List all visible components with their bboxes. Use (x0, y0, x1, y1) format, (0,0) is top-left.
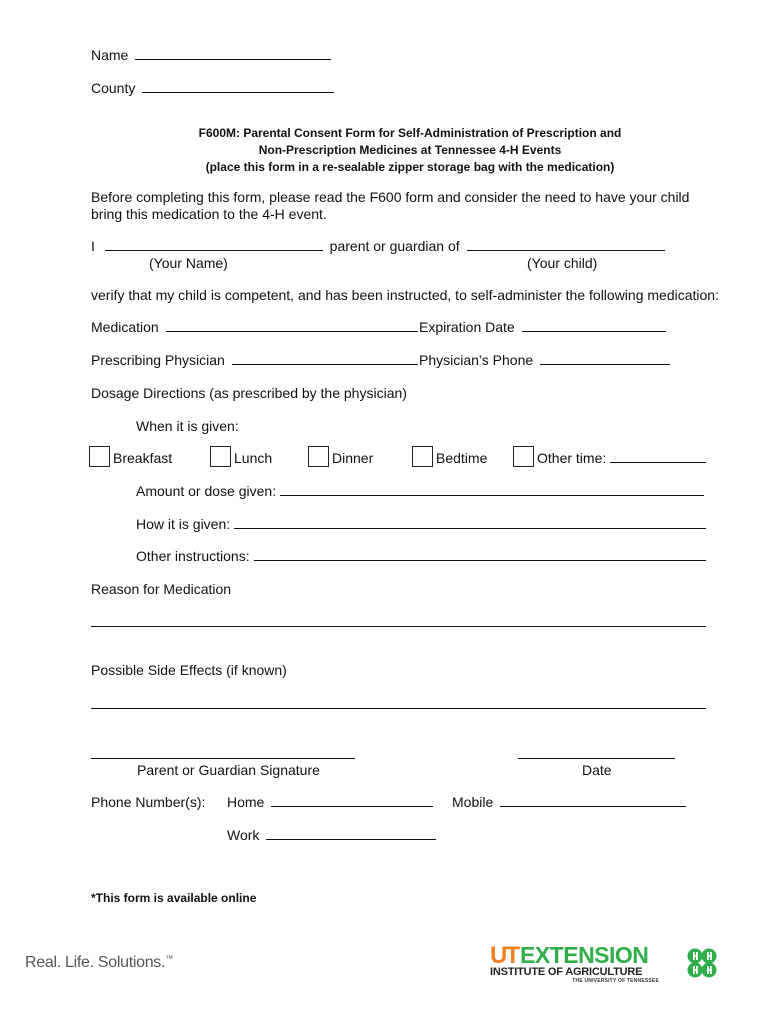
name-label: Name (91, 47, 129, 63)
work-phone-input-line[interactable] (266, 827, 436, 840)
dosage-directions-label: Dosage Directions (as prescribed by the physician) (91, 385, 407, 401)
how-given-input-line[interactable] (234, 516, 706, 529)
other-time-input-line[interactable] (610, 450, 706, 463)
form-title-line1: F600M: Parental Consent Form for Self-Administration of Prescription and (198, 126, 622, 140)
tagline (25, 954, 173, 972)
parent-guardian-text: parent or guardian of (329, 238, 460, 254)
other-instructions-row (136, 548, 706, 564)
county-field-row (91, 80, 334, 96)
reason-input-line[interactable] (91, 626, 706, 627)
dinner-label: Dinner (332, 450, 374, 466)
expiration-row (419, 319, 666, 335)
form-title-line3: (place this form in a re-sealable zipper storage bag with the medication) (205, 160, 615, 174)
physician-row (91, 352, 418, 368)
physician-phone-label: Physician’s Phone (419, 352, 534, 368)
breakfast-label: Breakfast (113, 450, 173, 466)
county-input-line[interactable] (142, 80, 334, 93)
name-field-row (91, 47, 331, 63)
your-child-caption: (Your child) (527, 255, 598, 271)
breakfast-checkbox[interactable] (89, 446, 110, 467)
work-phone-row (227, 827, 436, 843)
work-label: Work (227, 827, 260, 843)
form-title-line2: Non-Prescription Medicines at Tennessee 4-H Events (258, 143, 562, 157)
medication-label: Medication (91, 319, 159, 335)
dinner-checkbox[interactable] (308, 446, 329, 467)
intro-line1: Before completing this form, please read the F600 form and consider the need to have your child (91, 189, 690, 205)
county-label: County (91, 80, 136, 96)
how-given-label: How it is given: (136, 516, 231, 532)
other-time-label: Other time: (537, 450, 607, 466)
amount-label: Amount or dose given: (136, 483, 277, 499)
your-name-caption: (Your Name) (149, 255, 228, 271)
guardian-signature-label: Parent or Guardian Signature (137, 762, 320, 778)
verify-statement: verify that my child is competent, and has been instructed, to self-administer the following medication: (91, 287, 719, 303)
bedtime-label: Bedtime (436, 450, 488, 466)
other-time-row (537, 450, 706, 466)
logo-university: THE UNIVERSITY OF TENNESSEE (572, 978, 659, 984)
other-instructions-input-line[interactable] (254, 548, 706, 561)
other-time-checkbox[interactable] (513, 446, 534, 467)
name-input-line[interactable] (135, 47, 331, 60)
intro-paragraph (91, 189, 689, 223)
phone-numbers-label: Phone Number(s): (91, 794, 206, 810)
logo-extension: EXTENSION (520, 942, 649, 968)
physician-label: Prescribing Physician (91, 352, 225, 368)
side-effects-label: Possible Side Effects (if known) (91, 662, 287, 678)
logo-ut: UT (490, 942, 518, 969)
guardian-row (91, 238, 665, 254)
i-label: I (91, 238, 95, 254)
mobile-phone-row (452, 794, 686, 810)
physician-input-line[interactable] (232, 352, 418, 365)
logo-institute: INSTITUTE OF AGRICULTURE (490, 966, 643, 978)
medication-row (91, 319, 418, 335)
physician-phone-input-line[interactable] (540, 352, 670, 365)
your-name-input-line[interactable] (105, 238, 323, 251)
mobile-phone-input-line[interactable] (500, 794, 686, 807)
home-phone-row (227, 794, 433, 810)
date-signature-line[interactable] (518, 758, 675, 759)
guardian-signature-line[interactable] (91, 758, 355, 759)
footnote: *This form is available online (91, 891, 257, 905)
how-given-row (136, 516, 706, 532)
bedtime-checkbox[interactable] (412, 446, 433, 467)
amount-input-line[interactable] (280, 483, 704, 496)
other-instructions-label: Other instructions: (136, 548, 250, 564)
your-child-input-line[interactable] (467, 238, 665, 251)
tagline-tm: ™ (165, 954, 173, 963)
medication-input-line[interactable] (166, 319, 418, 332)
intro-line2: bring this medication to the 4-H event. (91, 206, 327, 222)
home-label: Home (227, 794, 265, 810)
form-title (0, 126, 770, 175)
side-effects-input-line[interactable] (91, 708, 706, 709)
mobile-label: Mobile (452, 794, 494, 810)
lunch-label: Lunch (234, 450, 273, 466)
tagline-text: Real. Life. Solutions. (25, 954, 166, 971)
ut-extension-logo (490, 943, 665, 985)
amount-row (136, 483, 704, 499)
home-phone-input-line[interactable] (271, 794, 433, 807)
lunch-checkbox[interactable] (210, 446, 231, 467)
date-label: Date (582, 762, 612, 778)
expiration-input-line[interactable] (522, 319, 666, 332)
expiration-label: Expiration Date (419, 319, 515, 335)
physician-phone-row (419, 352, 670, 368)
reason-label: Reason for Medication (91, 581, 232, 597)
when-given-label: When it is given: (136, 418, 239, 434)
four-h-clover-icon (684, 945, 720, 981)
